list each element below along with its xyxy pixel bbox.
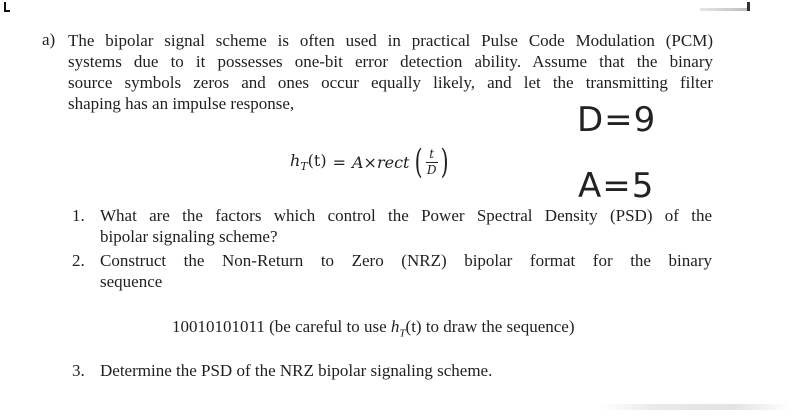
formula-rhs: A×rect bbox=[351, 152, 410, 172]
item-number: 3. bbox=[72, 361, 85, 380]
intro-line: source symbols zeros and ones occur equally likely, and let the transmitting filter bbox=[68, 73, 713, 92]
crop-mark bbox=[4, 2, 10, 12]
binary-sequence: 10010101011 bbox=[172, 317, 265, 336]
formula-equals: = bbox=[332, 152, 346, 172]
item-line: What are the factors which control the Power Spectral Density (PSD) of the bbox=[100, 206, 712, 225]
item-line: Construct the Non-Return to Zero (NRZ) bipolar format for the binary bbox=[100, 251, 712, 270]
item-number: 1. bbox=[72, 206, 85, 225]
intro-line: systems due to it possesses one-bit error detection ability. Assume that the binary bbox=[68, 52, 713, 71]
impulse-response-formula bbox=[290, 142, 451, 182]
item-line: bipolar signaling scheme? bbox=[100, 227, 278, 246]
handwritten-d-value: D=9 bbox=[577, 100, 657, 140]
item-line: sequence bbox=[100, 272, 163, 291]
handwritten-a-value: A=5 bbox=[578, 166, 655, 206]
item-line: Determine the PSD of the NRZ bipolar signaling scheme. bbox=[100, 361, 493, 380]
formula-lhs: $h_T(t)$ bbox=[290, 150, 327, 174]
sequence-note: (be careful to use $h_T(t)$ to draw the sequence) bbox=[269, 317, 575, 340]
intro-line: shaping has an impulse response, bbox=[68, 94, 295, 113]
scan-smudge bbox=[600, 404, 790, 410]
item-number: 2. bbox=[72, 251, 85, 270]
question-label: a) bbox=[42, 30, 56, 49]
intro-line: The bipolar signal scheme is often used in practical Pulse Code Modulation (PCM) bbox=[68, 31, 713, 50]
fraction-numerator: t bbox=[429, 146, 435, 161]
crop-mark bbox=[700, 8, 748, 11]
formula-fraction: ( $\frac{t}{D}$ ) bbox=[415, 142, 449, 182]
binary-sequence-line bbox=[172, 317, 575, 339]
fraction-denominator: D bbox=[426, 162, 437, 177]
